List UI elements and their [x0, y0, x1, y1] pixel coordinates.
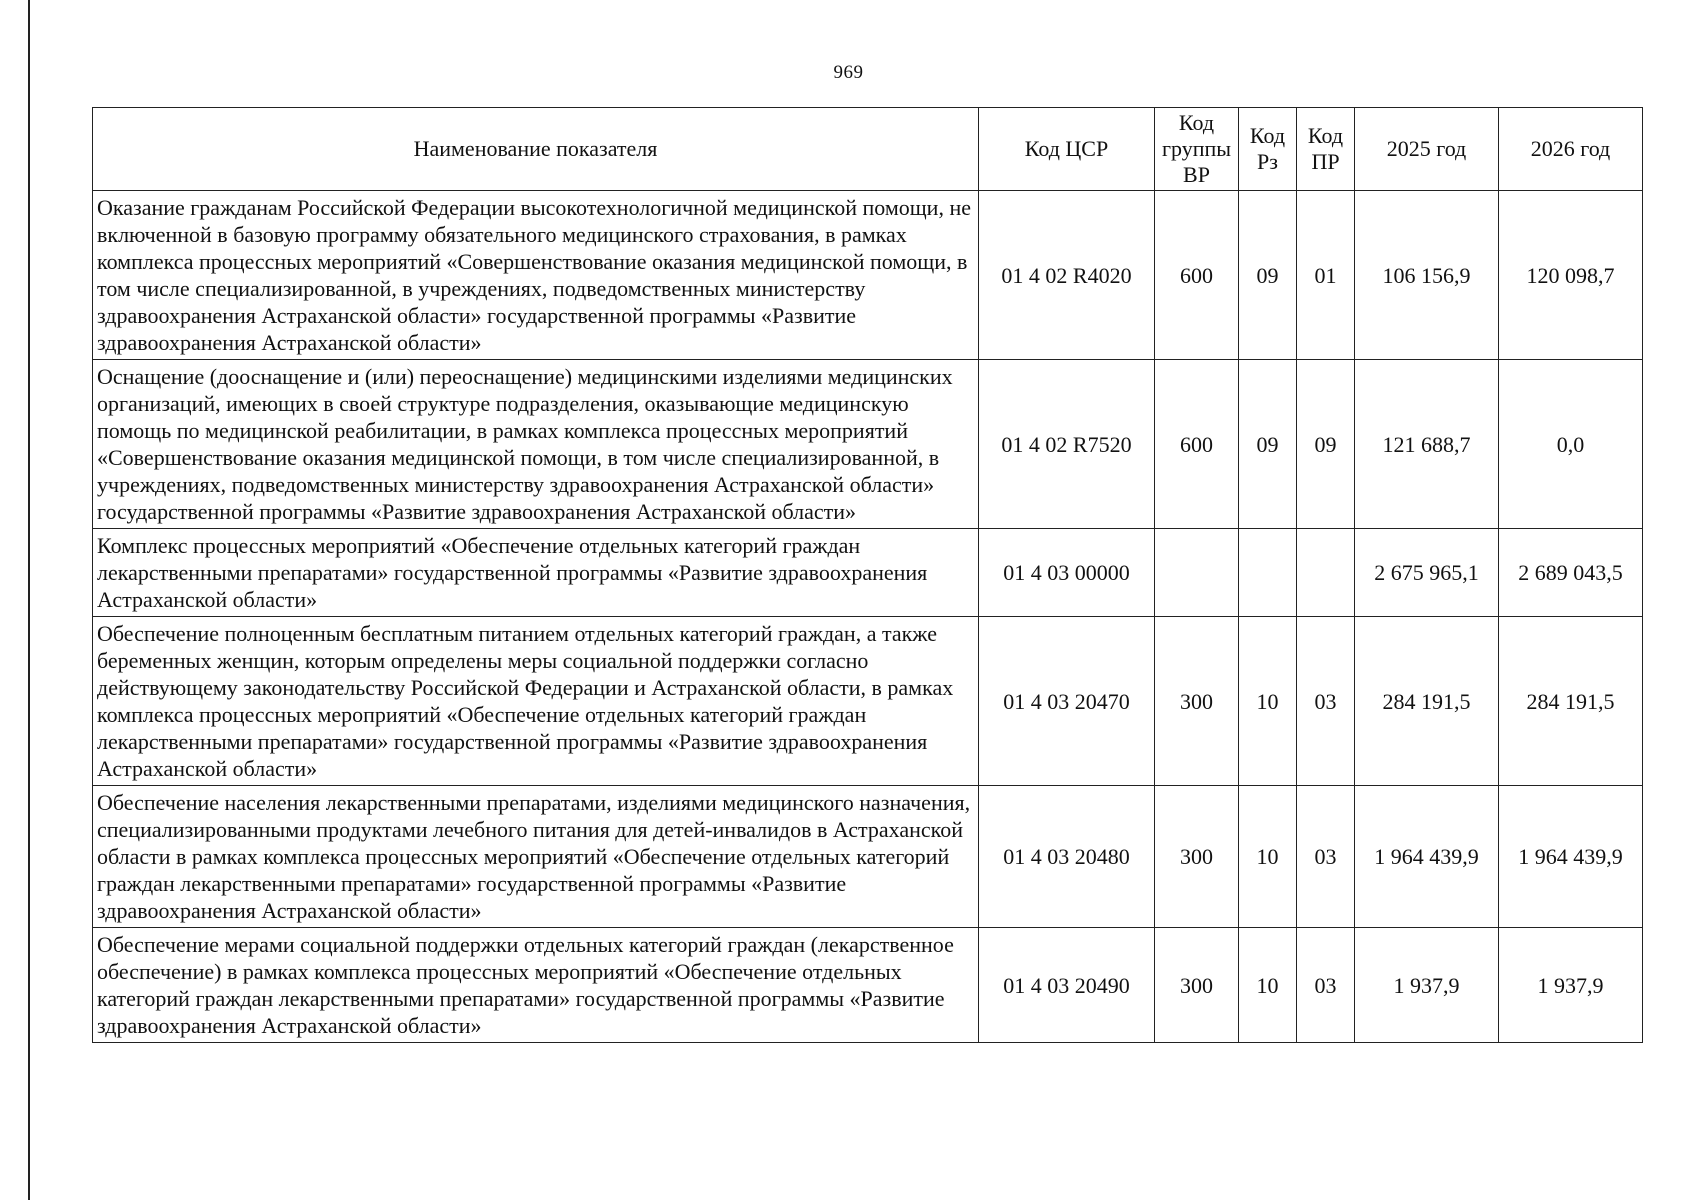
row-2025: 1 964 439,9 [1355, 786, 1499, 928]
row-2026: 120 098,7 [1499, 191, 1643, 360]
row-name: Оснащение (дооснащение и (или) переоснащение) медицинскими изделиями медицинских организаций, имеющих в своей структуре подразделения, оказывающие медицинскую помощь по медицинской реабилитации, в рамках комплекса процессных мероприятий «Совершенствование оказания медицинской помощи, в том числе специализированной, в учреждениях, подведомственных министерству здравоохранения Астраханской области» государственной программы «Развитие здравоохранения Астраханской области» [93, 360, 979, 529]
header-vr: Код группы ВР [1155, 108, 1239, 191]
row-rz: 09 [1239, 360, 1297, 529]
row-vr: 600 [1155, 360, 1239, 529]
table-row [93, 617, 1643, 786]
row-2025: 121 688,7 [1355, 360, 1499, 529]
row-csr: 01 4 03 20470 [979, 617, 1155, 786]
page-margin-line [28, 0, 30, 1200]
row-2025: 2 675 965,1 [1355, 529, 1499, 617]
header-csr: Код ЦСР [979, 108, 1155, 191]
row-2025: 106 156,9 [1355, 191, 1499, 360]
row-name: Комплекс процессных мероприятий «Обеспечение отдельных категорий граждан лекарственными препаратами» государственной программы «Развитие здравоохранения Астраханской области» [93, 529, 979, 617]
table-row [93, 360, 1643, 529]
row-csr: 01 4 03 20490 [979, 928, 1155, 1043]
row-rz: 10 [1239, 617, 1297, 786]
row-pr [1297, 529, 1355, 617]
row-pr: 03 [1297, 617, 1355, 786]
row-2025: 1 937,9 [1355, 928, 1499, 1043]
row-2026: 284 191,5 [1499, 617, 1643, 786]
table-row [93, 786, 1643, 928]
row-vr: 300 [1155, 786, 1239, 928]
row-name: Обеспечение мерами социальной поддержки отдельных категорий граждан (лекарственное обеспечение) в рамках комплекса процессных мероприятий «Обеспечение отдельных категорий граждан лекарственными препаратами» государственной программы «Развитие здравоохранения Астраханской области» [93, 928, 979, 1043]
row-rz: 10 [1239, 786, 1297, 928]
header-2026: 2026 год [1499, 108, 1643, 191]
row-vr [1155, 529, 1239, 617]
page-number: 969 [833, 62, 864, 83]
row-2026: 2 689 043,5 [1499, 529, 1643, 617]
row-name: Обеспечение полноценным бесплатным питанием отдельных категорий граждан, а также беременных женщин, которым определены меры социальной поддержки согласно действующему законодательству Российской Федерации и Астраханской области, в рамках комплекса процессных мероприятий «Обеспечение отдельных категорий граждан лекарственными препаратами» государственной программы «Развитие здравоохранения Астраханской области» [93, 617, 979, 786]
row-2026: 1 937,9 [1499, 928, 1643, 1043]
row-pr: 03 [1297, 786, 1355, 928]
row-2026: 0,0 [1499, 360, 1643, 529]
row-name: Оказание гражданам Российской Федерации высокотехнологичной медицинской помощи, не включенной в базовую программу обязательного медицинского страхования, в рамках комплекса процессных мероприятий «Совершенствование оказания медицинской помощи, в том числе специализированной, в учреждениях, подведомственных министерству здравоохранения Астраханской области» государственной программы «Развитие здравоохранения Астраханской области» [93, 191, 979, 360]
table-row [93, 928, 1643, 1043]
row-pr: 01 [1297, 191, 1355, 360]
header-rz: Код Рз [1239, 108, 1297, 191]
row-csr: 01 4 02 R7520 [979, 360, 1155, 529]
budget-table [92, 107, 1643, 1043]
header-2025: 2025 год [1355, 108, 1499, 191]
header-name: Наименование показателя [93, 108, 979, 191]
row-2025: 284 191,5 [1355, 617, 1499, 786]
row-csr: 01 4 03 20480 [979, 786, 1155, 928]
row-vr: 600 [1155, 191, 1239, 360]
table-header-row [93, 108, 1643, 191]
row-csr: 01 4 03 00000 [979, 529, 1155, 617]
row-rz: 10 [1239, 928, 1297, 1043]
row-vr: 300 [1155, 617, 1239, 786]
row-pr: 09 [1297, 360, 1355, 529]
row-csr: 01 4 02 R4020 [979, 191, 1155, 360]
row-vr: 300 [1155, 928, 1239, 1043]
row-rz: 09 [1239, 191, 1297, 360]
row-rz [1239, 529, 1297, 617]
table-row [93, 191, 1643, 360]
header-pr: Код ПР [1297, 108, 1355, 191]
row-2026: 1 964 439,9 [1499, 786, 1643, 928]
row-name: Обеспечение населения лекарственными препаратами, изделиями медицинского назначения, специализированными продуктами лечебного питания для детей-инвалидов в Астраханской области в рамках комплекса процессных мероприятий «Обеспечение отдельных категорий граждан лекарственными препаратами» государственной программы «Развитие здравоохранения Астраханской области» [93, 786, 979, 928]
row-pr: 03 [1297, 928, 1355, 1043]
table-row [93, 529, 1643, 617]
